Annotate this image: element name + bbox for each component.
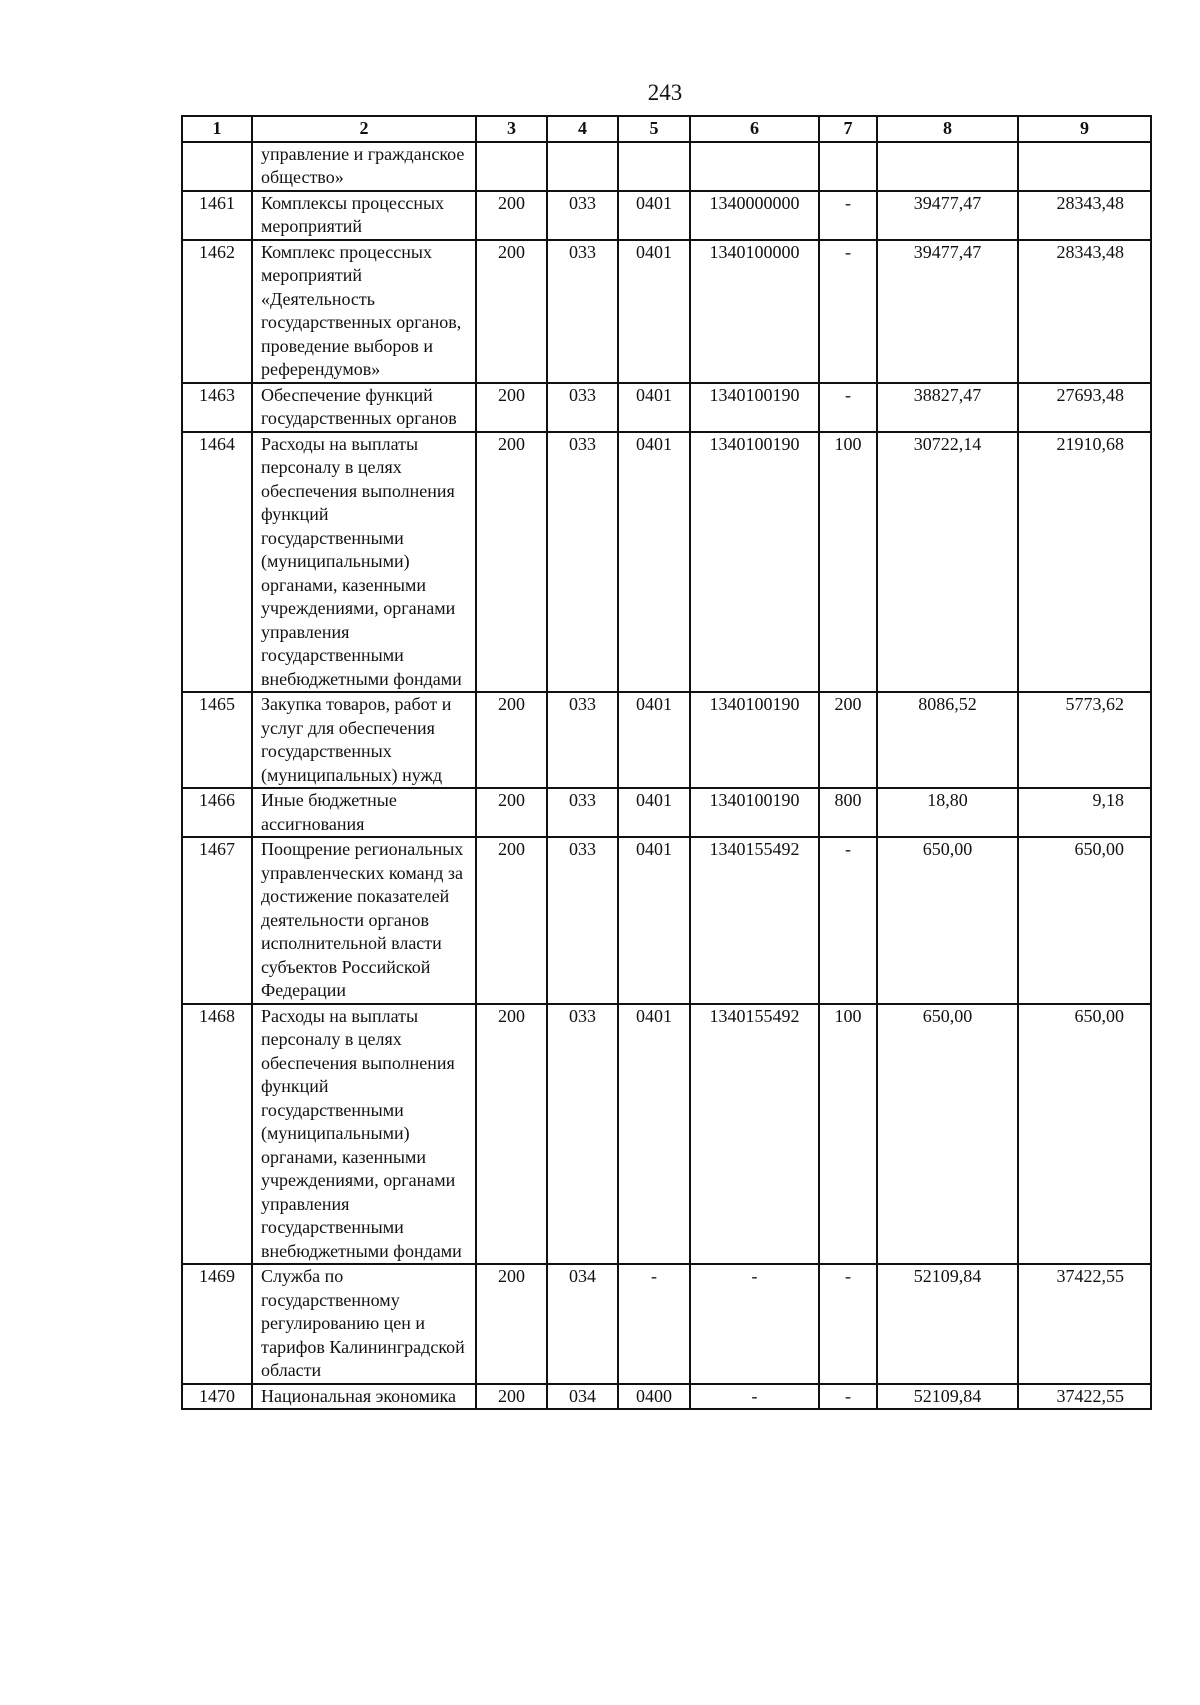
code-target-cell: 1340155492 bbox=[690, 837, 819, 1004]
row-number-cell: 1461 bbox=[182, 191, 252, 240]
code-section-cell: 0401 bbox=[618, 432, 690, 693]
table-row bbox=[182, 383, 1151, 432]
code-section-cell: 0401 bbox=[618, 240, 690, 383]
row-number-cell: 1463 bbox=[182, 383, 252, 432]
row-number-cell: 1465 bbox=[182, 692, 252, 788]
code-expense-type-cell: - bbox=[819, 837, 877, 1004]
code-admin-cell: 200 bbox=[476, 788, 547, 837]
amount-year-1-cell: 39477,47 bbox=[877, 191, 1018, 240]
amount-year-1-cell: 650,00 bbox=[877, 837, 1018, 1004]
table-row bbox=[182, 432, 1151, 693]
item-name-cell: Комплексы процессных мероприятий bbox=[252, 191, 476, 240]
amount-year-2-cell: 650,00 bbox=[1018, 1004, 1151, 1265]
table-row bbox=[182, 191, 1151, 240]
code-target-cell: 1340100190 bbox=[690, 692, 819, 788]
amount-year-2-cell: 21910,68 bbox=[1018, 432, 1151, 693]
amount-year-1-cell: 650,00 bbox=[877, 1004, 1018, 1265]
table-header-row bbox=[182, 116, 1151, 142]
item-name-cell: Закупка товаров, работ и услуг для обеспечения государственных (муниципальных) нужд bbox=[252, 692, 476, 788]
code-admin-cell: 200 bbox=[476, 1264, 547, 1384]
amount-year-2-cell: 5773,62 bbox=[1018, 692, 1151, 788]
amount-year-2-cell: 28343,48 bbox=[1018, 191, 1151, 240]
code-target-cell bbox=[690, 142, 819, 191]
code-expense-type-cell: 200 bbox=[819, 692, 877, 788]
code-ministry-cell: 033 bbox=[547, 240, 618, 383]
code-admin-cell: 200 bbox=[476, 191, 547, 240]
code-ministry-cell: 034 bbox=[547, 1264, 618, 1384]
code-ministry-cell bbox=[547, 142, 618, 191]
code-expense-type-cell: - bbox=[819, 1264, 877, 1384]
code-admin-cell: 200 bbox=[476, 1384, 547, 1410]
code-section-cell: 0401 bbox=[618, 191, 690, 240]
code-ministry-cell: 033 bbox=[547, 383, 618, 432]
code-section-cell: 0401 bbox=[618, 1004, 690, 1265]
table-row bbox=[182, 1384, 1151, 1410]
code-target-cell: 1340155492 bbox=[690, 1004, 819, 1265]
code-target-cell: 1340100000 bbox=[690, 240, 819, 383]
code-expense-type-cell bbox=[819, 142, 877, 191]
code-target-cell: - bbox=[690, 1384, 819, 1410]
header-cell: 9 bbox=[1018, 116, 1151, 142]
code-ministry-cell: 033 bbox=[547, 692, 618, 788]
amount-year-2-cell: 27693,48 bbox=[1018, 383, 1151, 432]
table-row bbox=[182, 142, 1151, 191]
header-cell: 1 bbox=[182, 116, 252, 142]
header-cell: 6 bbox=[690, 116, 819, 142]
amount-year-2-cell: 9,18 bbox=[1018, 788, 1151, 837]
code-expense-type-cell: 100 bbox=[819, 1004, 877, 1265]
amount-year-2-cell bbox=[1018, 142, 1151, 191]
row-number-cell: 1467 bbox=[182, 837, 252, 1004]
code-admin-cell bbox=[476, 142, 547, 191]
header-cell: 2 bbox=[252, 116, 476, 142]
code-expense-type-cell: - bbox=[819, 383, 877, 432]
amount-year-1-cell: 52109,84 bbox=[877, 1264, 1018, 1384]
header-cell: 7 bbox=[819, 116, 877, 142]
row-number-cell: 1470 bbox=[182, 1384, 252, 1410]
code-ministry-cell: 033 bbox=[547, 1004, 618, 1265]
header-cell: 8 bbox=[877, 116, 1018, 142]
code-ministry-cell: 033 bbox=[547, 837, 618, 1004]
code-admin-cell: 200 bbox=[476, 692, 547, 788]
code-section-cell: 0401 bbox=[618, 692, 690, 788]
code-expense-type-cell: - bbox=[819, 240, 877, 383]
code-target-cell: - bbox=[690, 1264, 819, 1384]
code-target-cell: 1340100190 bbox=[690, 788, 819, 837]
amount-year-2-cell: 37422,55 bbox=[1018, 1264, 1151, 1384]
code-admin-cell: 200 bbox=[476, 837, 547, 1004]
amount-year-2-cell: 650,00 bbox=[1018, 837, 1151, 1004]
code-section-cell: - bbox=[618, 1264, 690, 1384]
code-ministry-cell: 033 bbox=[547, 788, 618, 837]
code-target-cell: 1340000000 bbox=[690, 191, 819, 240]
item-name-cell: Комплекс процессных мероприятий «Деятельность государственных органов, проведение выборов и референдумов» bbox=[252, 240, 476, 383]
table-row bbox=[182, 1264, 1151, 1384]
item-name-cell: Служба по государственному регулированию цен и тарифов Калининградской области bbox=[252, 1264, 476, 1384]
code-section-cell: 0401 bbox=[618, 788, 690, 837]
item-name-cell: Иные бюджетные ассигнования bbox=[252, 788, 476, 837]
page-number: 243 bbox=[647, 80, 683, 105]
code-target-cell: 1340100190 bbox=[690, 432, 819, 693]
row-number-cell: 1464 bbox=[182, 432, 252, 693]
amount-year-1-cell: 30722,14 bbox=[877, 432, 1018, 693]
code-section-cell: 0401 bbox=[618, 383, 690, 432]
code-ministry-cell: 034 bbox=[547, 1384, 618, 1410]
amount-year-1-cell: 8086,52 bbox=[877, 692, 1018, 788]
code-admin-cell: 200 bbox=[476, 240, 547, 383]
table-row bbox=[182, 1004, 1151, 1265]
table-body bbox=[182, 142, 1151, 1410]
row-number-cell: 1466 bbox=[182, 788, 252, 837]
code-expense-type-cell: - bbox=[819, 1384, 877, 1410]
item-name-cell: Обеспечение функций государственных органов bbox=[252, 383, 476, 432]
amount-year-1-cell: 52109,84 bbox=[877, 1384, 1018, 1410]
code-expense-type-cell: - bbox=[819, 191, 877, 240]
amount-year-2-cell: 28343,48 bbox=[1018, 240, 1151, 383]
row-number-cell: 1469 bbox=[182, 1264, 252, 1384]
code-section-cell bbox=[618, 142, 690, 191]
code-admin-cell: 200 bbox=[476, 1004, 547, 1265]
item-name-cell: Поощрение региональных управленческих команд за достижение показателей деятельности органов исполнительной власти субъектов Российской Федерации bbox=[252, 837, 476, 1004]
table-row bbox=[182, 692, 1151, 788]
row-number-cell bbox=[182, 142, 252, 191]
code-target-cell: 1340100190 bbox=[690, 383, 819, 432]
amount-year-1-cell: 39477,47 bbox=[877, 240, 1018, 383]
item-name-cell: Расходы на выплаты персоналу в целях обеспечения выполнения функций государственными (муниципальными) органами, казенными учреждениями, органами управления государственными внебюджетными фондами bbox=[252, 1004, 476, 1265]
row-number-cell: 1462 bbox=[182, 240, 252, 383]
code-expense-type-cell: 100 bbox=[819, 432, 877, 693]
code-admin-cell: 200 bbox=[476, 383, 547, 432]
code-expense-type-cell: 800 bbox=[819, 788, 877, 837]
item-name-cell: Национальная экономика bbox=[252, 1384, 476, 1410]
amount-year-1-cell: 18,80 bbox=[877, 788, 1018, 837]
amount-year-1-cell bbox=[877, 142, 1018, 191]
header-cell: 4 bbox=[547, 116, 618, 142]
header-cell: 5 bbox=[618, 116, 690, 142]
amount-year-1-cell: 38827,47 bbox=[877, 383, 1018, 432]
budget-table bbox=[181, 115, 1152, 1410]
item-name-cell: управление и гражданское общество» bbox=[252, 142, 476, 191]
header-cell: 3 bbox=[476, 116, 547, 142]
row-number-cell: 1468 bbox=[182, 1004, 252, 1265]
code-ministry-cell: 033 bbox=[547, 432, 618, 693]
code-section-cell: 0401 bbox=[618, 837, 690, 1004]
table-row bbox=[182, 240, 1151, 383]
code-ministry-cell: 033 bbox=[547, 191, 618, 240]
code-section-cell: 0400 bbox=[618, 1384, 690, 1410]
table-row bbox=[182, 837, 1151, 1004]
amount-year-2-cell: 37422,55 bbox=[1018, 1384, 1151, 1410]
item-name-cell: Расходы на выплаты персоналу в целях обеспечения выполнения функций государственными (муниципальными) органами, казенными учреждениями, органами управления государственными внебюджетными фондами bbox=[252, 432, 476, 693]
table-row bbox=[182, 788, 1151, 837]
code-admin-cell: 200 bbox=[476, 432, 547, 693]
